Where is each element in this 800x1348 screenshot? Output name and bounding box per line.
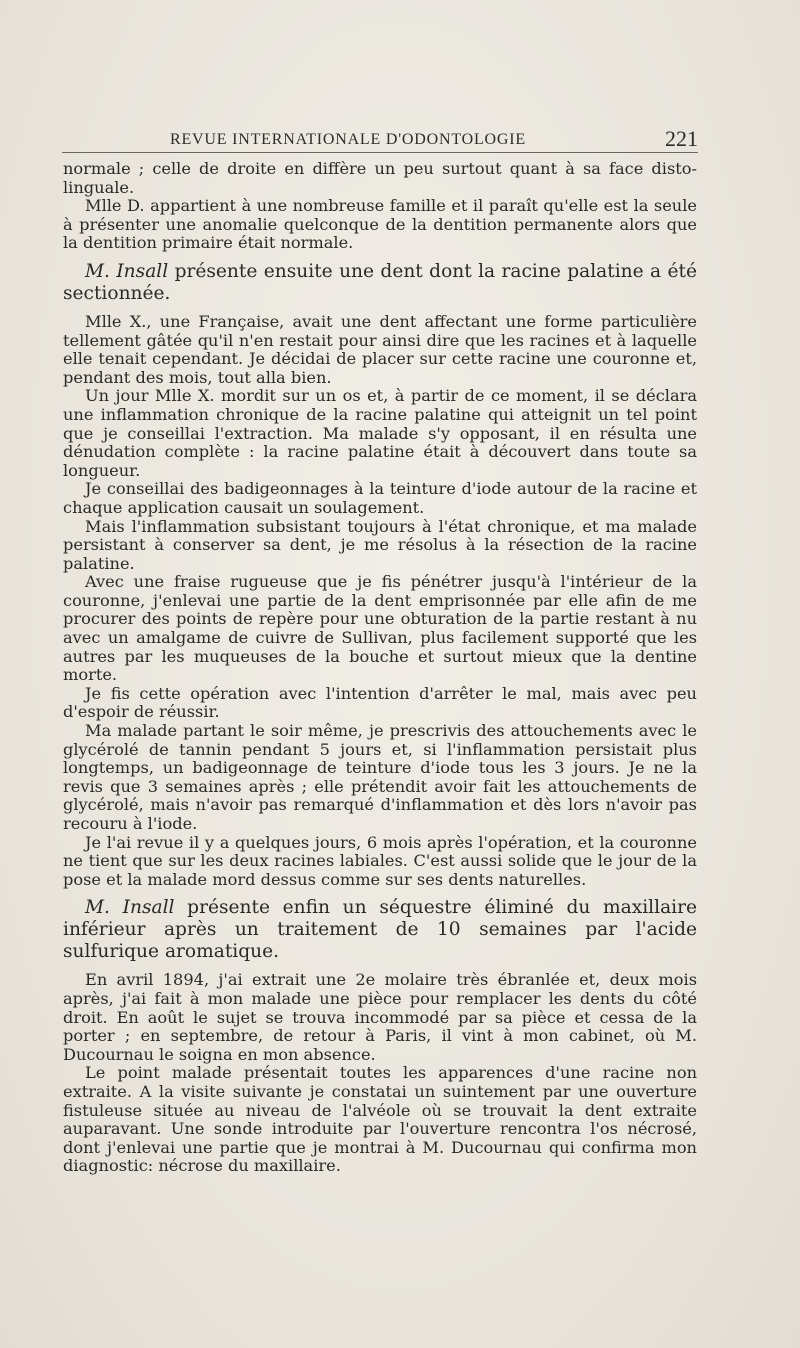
paragraph: Je conseillai des badigeonnages à la teinture d'iode autour de la racine et chaque application causait un soulagement. — [63, 479, 697, 517]
presenter-text: présente ensuite une dent dont la racine palatine a été sectionnée. — [63, 260, 697, 304]
header-rule — [62, 152, 698, 153]
paragraph: Mlle D. appartient à une nombreuse famille et il paraît qu'elle est la seule à présenter une anomalie quelconque de la dentition permanente alors que la dentition primaire était normale. — [63, 196, 697, 253]
paragraph: Ma malade partant le soir même, je prescrivis des attouchements avec le glycérolé de tannin pendant 5 jours et, si l'inflammation persistait plus longtemps, un badigeonnage de teinture d'iode tous les 3 jours. Je ne la revis que 3 semaines après ; elle prétendit avoir fait les attouchements de glycérolé, mais n'avoir pas remarqué d'inflammation et dès lors n'avoir pas recouru à l'iode. — [63, 721, 697, 833]
paragraph: Je l'ai revue il y a quelques jours, 6 mois après l'opération, et la couronne ne tient que sur les deux racines labiales. C'est aussi solide que le jour de la pose et la malade mord dessus comme sur ses dents naturelles. — [63, 832, 697, 889]
paragraph: Mlle X., une Française, avait une dent affectant une forme particulière tellement gâtée qu'il n'en restait pour ainsi dire que les racines et à laquelle elle tenait cependant. Je décidai de placer sur cette racine une couronne et, pendant des mois, tout alla bien. — [63, 311, 697, 387]
presenter-paragraph — [63, 897, 697, 963]
paragraph: Le point malade présentait toutes les apparences d'une racine non extraite. A la visite suivante je constatai un suintement par une ouverture fistuleuse située au niveau de l'alvéole où se trouvait la dent extraite auparavant. Une sonde introduite par l'ouverture rencontra l'os nécrosé, dont j'enlevai une partie que je montrai à M. Ducournau qui confirma mon diagnostic: nécrose du maxillaire. — [63, 1063, 697, 1176]
presenter-text: présente enfin un séquestre éliminé du maxillaire inférieur après un traitement de 10 semaines par l'acide sulfurique aromatique. — [63, 897, 698, 963]
paragraph: Mais l'inflammation subsistant toujours à l'état chronique, et ma malade persistant à conserver sa dent, je me résolus à la résection de la racine palatine. — [63, 516, 697, 573]
paragraph: Un jour Mlle X. mordit sur un os et, à partir de ce moment, il se déclara une inflammation chronique de la racine palatine qui atteignit un tel point que je conseillai l'extraction. Ma malade s'y opposant, il en résulta une dénudation complète : la racine palatine était à découvert dans toute sa longueur. — [63, 386, 697, 480]
speaker-name: M. Insall — [85, 260, 169, 282]
paragraph: normale ; celle de droite en diffère un peu surtout quant à sa face disto-linguale. — [63, 159, 697, 197]
paragraph: Je fis cette opération avec l'intention d'arrêter le mal, mais avec peu d'espoir de réussir. — [63, 683, 697, 722]
page-number: 221 — [665, 126, 698, 151]
body-text — [63, 160, 697, 1176]
paragraph: Avec une fraise rugueuse que je fis pénétrer jusqu'à l'intérieur de la couronne, j'enlevai une partie de la dent emprisonnée par elle afin de me procurer des points de repère pour une obturation de la partie restant à nu avec un amalgame de cuivre de Sullivan, plus facilement supporté que les autres par les muqueuses de la bouche et surtout mieux que la dentine morte. — [63, 572, 697, 685]
presenter-paragraph — [63, 261, 697, 305]
speaker-name: M. Insall — [85, 897, 175, 919]
running-head: REVUE INTERNATIONALE D'ODONTOLOGIE — [170, 131, 526, 148]
page-header — [62, 128, 698, 156]
paragraph: En avril 1894, j'ai extrait une 2e molaire très ébranlée et, deux mois après, j'ai fait à mon malade une pièce pour remplacer les dents du côté droit. En août le sujet se trouva incommodé par sa pièce et cessa de la porter ; en septembre, de retour à Paris, il vint à mon cabinet, où M. Ducournau le soigna en mon absence. — [63, 970, 697, 1064]
